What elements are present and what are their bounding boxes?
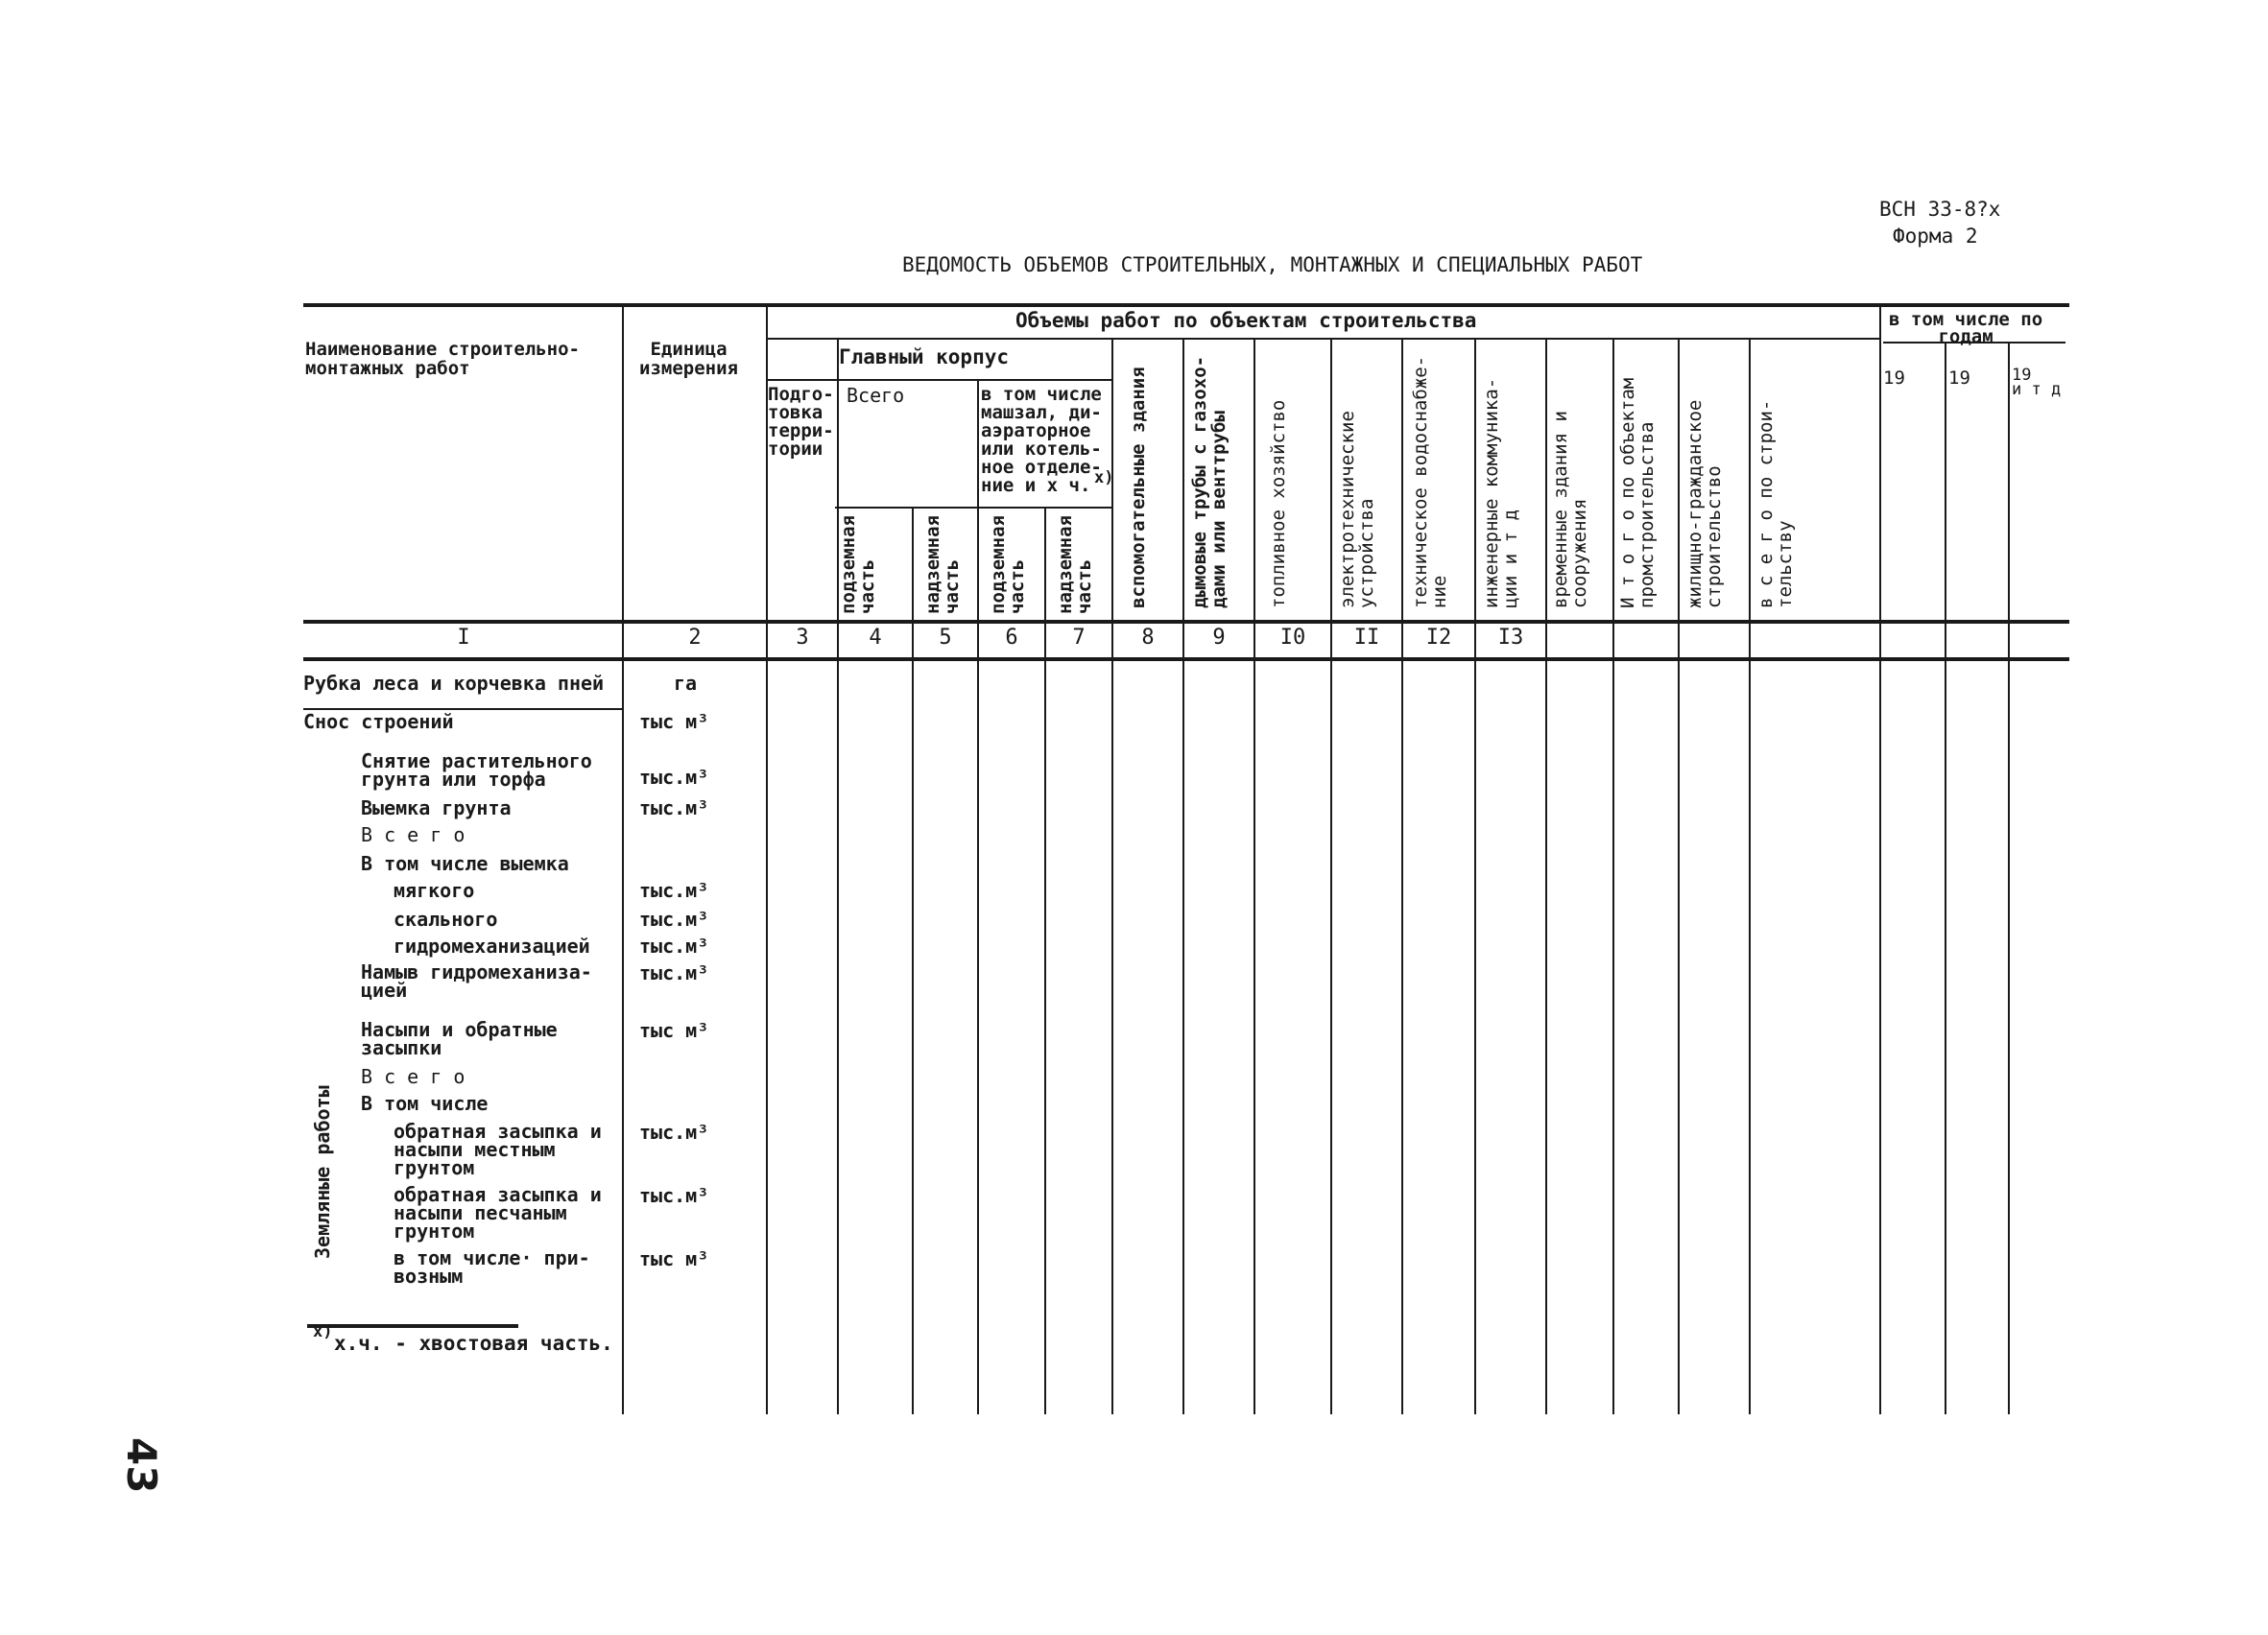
col-number: I2	[1425, 626, 1452, 650]
col-border-10	[1330, 338, 1332, 1414]
header-c11: электротехнические устройства	[1337, 411, 1377, 608]
col-border-y2	[2008, 342, 2010, 1414]
row-name: Рубка леса и корчевка пней	[303, 672, 605, 695]
header-prep: Подго- товка терри- тории	[768, 384, 834, 460]
header-under-1: подземная часть	[838, 515, 878, 614]
row-name: обратная засыпка и насыпи песчаным грунтом	[394, 1183, 602, 1243]
col-number: I3	[1497, 626, 1524, 650]
header-c10: топливное хозяйство	[1268, 399, 1289, 608]
row-name: В том числе выемка	[361, 852, 569, 875]
header-c9: дымовые трубы с газохо- дами или венттрубы	[1189, 355, 1229, 608]
col-border-unit	[766, 303, 768, 1414]
col-number: 5	[939, 626, 952, 650]
col-border-7	[1111, 338, 1113, 1414]
col-border-5	[977, 379, 979, 1414]
col-number: 4	[869, 626, 882, 650]
row-unit: тыс.м³	[639, 766, 709, 789]
header-above-2: надземная часть	[1055, 515, 1095, 614]
col-border-name	[622, 303, 624, 1414]
row-unit: тыс.м³	[639, 879, 709, 902]
header-above-1: надземная часть	[922, 515, 963, 614]
row-unit: тыс.м³	[639, 1121, 709, 1144]
header-c8: вспомогательные здания	[1128, 367, 1149, 608]
col-border-11	[1401, 338, 1403, 1414]
col-border-12	[1474, 338, 1476, 1414]
rule-sub-corpus	[835, 507, 1113, 509]
col-border-17	[1879, 303, 1881, 1414]
col-number: 7	[1072, 626, 1086, 650]
row-name: Снос строений	[303, 710, 454, 733]
header-main-corpus: Главный корпус	[839, 345, 1010, 368]
rule-header-bottom	[303, 620, 2069, 624]
col-border-8	[1182, 338, 1184, 1414]
header-years: в том числе по годам	[1889, 309, 2043, 347]
col-number: I	[457, 626, 470, 650]
header-unit: Единица измерения	[639, 339, 738, 379]
col-border-y1	[1945, 342, 1946, 1414]
row-name: Выемка грунта	[361, 796, 512, 819]
header-c13: инженерные коммуника- ции и т д	[1481, 377, 1521, 608]
row-name: Намыв гидромеханиза- цией	[361, 960, 592, 1002]
col-border-14	[1612, 338, 1614, 1414]
row-unit: тыс м³	[639, 1019, 709, 1042]
col-border-15	[1678, 338, 1680, 1414]
row-name: Снятие растительного грунта или торфа	[361, 749, 592, 791]
row-name: В с е г о	[361, 1065, 466, 1088]
col-number: 9	[1212, 626, 1226, 650]
row-name: В с е г о	[361, 823, 466, 846]
col-number: 6	[1005, 626, 1018, 650]
row-unit: тыс м³	[639, 1247, 709, 1270]
header-c14: временные здания и сооружения	[1550, 411, 1590, 608]
side-label-earthworks: Земляные работы	[311, 1085, 334, 1259]
rule-main-corpus	[768, 379, 1111, 381]
header-year-2: 19	[1948, 367, 1970, 389]
col-border-3	[837, 338, 839, 1414]
form-number: Форма 2	[1893, 225, 1978, 248]
header-year-3: 19 и т д	[2012, 366, 2062, 399]
table-top-rule	[303, 303, 2069, 307]
header-name: Наименование строительно- монтажных работ	[305, 339, 580, 379]
footnote-mark: х)	[313, 1322, 333, 1341]
header-c16: жилищно-гражданское строительство	[1684, 399, 1725, 608]
row-unit: тыс.м³	[639, 796, 709, 819]
row-unit: тыс.м³	[639, 908, 709, 931]
row-name: мягкого	[394, 879, 475, 902]
row-unit: тыс.м³	[639, 935, 709, 958]
rule-main-header	[768, 338, 1881, 340]
col-number: 2	[688, 626, 702, 650]
page-number: 43	[118, 1437, 165, 1494]
col-border-13	[1545, 338, 1547, 1414]
document-title: ВЕДОМОСТЬ ОБЪЕМОВ СТРОИТЕЛЬНЫХ, МОНТАЖНЫХ И СПЕЦИАЛЬНЫХ РАБОТ	[902, 253, 1643, 276]
header-under-2: подземная часть	[988, 515, 1028, 614]
row-unit: га	[674, 672, 698, 695]
row-name: скального	[394, 908, 498, 931]
header-total: Всего	[847, 384, 905, 407]
header-c12: техническое водоснабже- ние	[1410, 355, 1450, 608]
row-unit: тыс м³	[639, 710, 709, 733]
col-number: 3	[796, 626, 809, 650]
row-unit: тыс.м³	[639, 961, 709, 984]
row-name: В том числе	[361, 1092, 489, 1115]
rule-numbers-bottom	[303, 657, 2069, 661]
header-c15: И т о г о по объектам промстроительства	[1617, 377, 1658, 608]
header-volumes: Объемы работ по объектам строительства	[1015, 309, 1477, 332]
header-c17: в с е г о по строи- тельству	[1755, 399, 1796, 608]
col-number: I0	[1279, 626, 1306, 650]
col-border-9	[1253, 338, 1255, 1414]
header-incl-sup: х)	[1094, 468, 1114, 487]
col-number: II	[1353, 626, 1380, 650]
document-code: ВСН 33-8?х	[1879, 198, 2001, 221]
row-unit: тыс.м³	[639, 1184, 709, 1207]
col-number: 8	[1141, 626, 1155, 650]
footnote-rule	[307, 1324, 518, 1328]
header-year-1: 19	[1883, 367, 1905, 389]
row-name: обратная засыпка и насыпи местным грунтом	[394, 1120, 602, 1179]
col-border-16	[1749, 338, 1751, 1414]
header-incl: в том числе машзал, ди- аэраторное или котель- ное отделе- ние и х ч.	[981, 384, 1102, 496]
row-name: в том числе· при- возным	[394, 1246, 590, 1288]
row-name: гидромеханизацией	[394, 935, 590, 958]
footnote-text: х.ч. - хвостовая часть.	[334, 1332, 613, 1355]
row-name: Насыпи и обратные засыпки	[361, 1018, 558, 1059]
